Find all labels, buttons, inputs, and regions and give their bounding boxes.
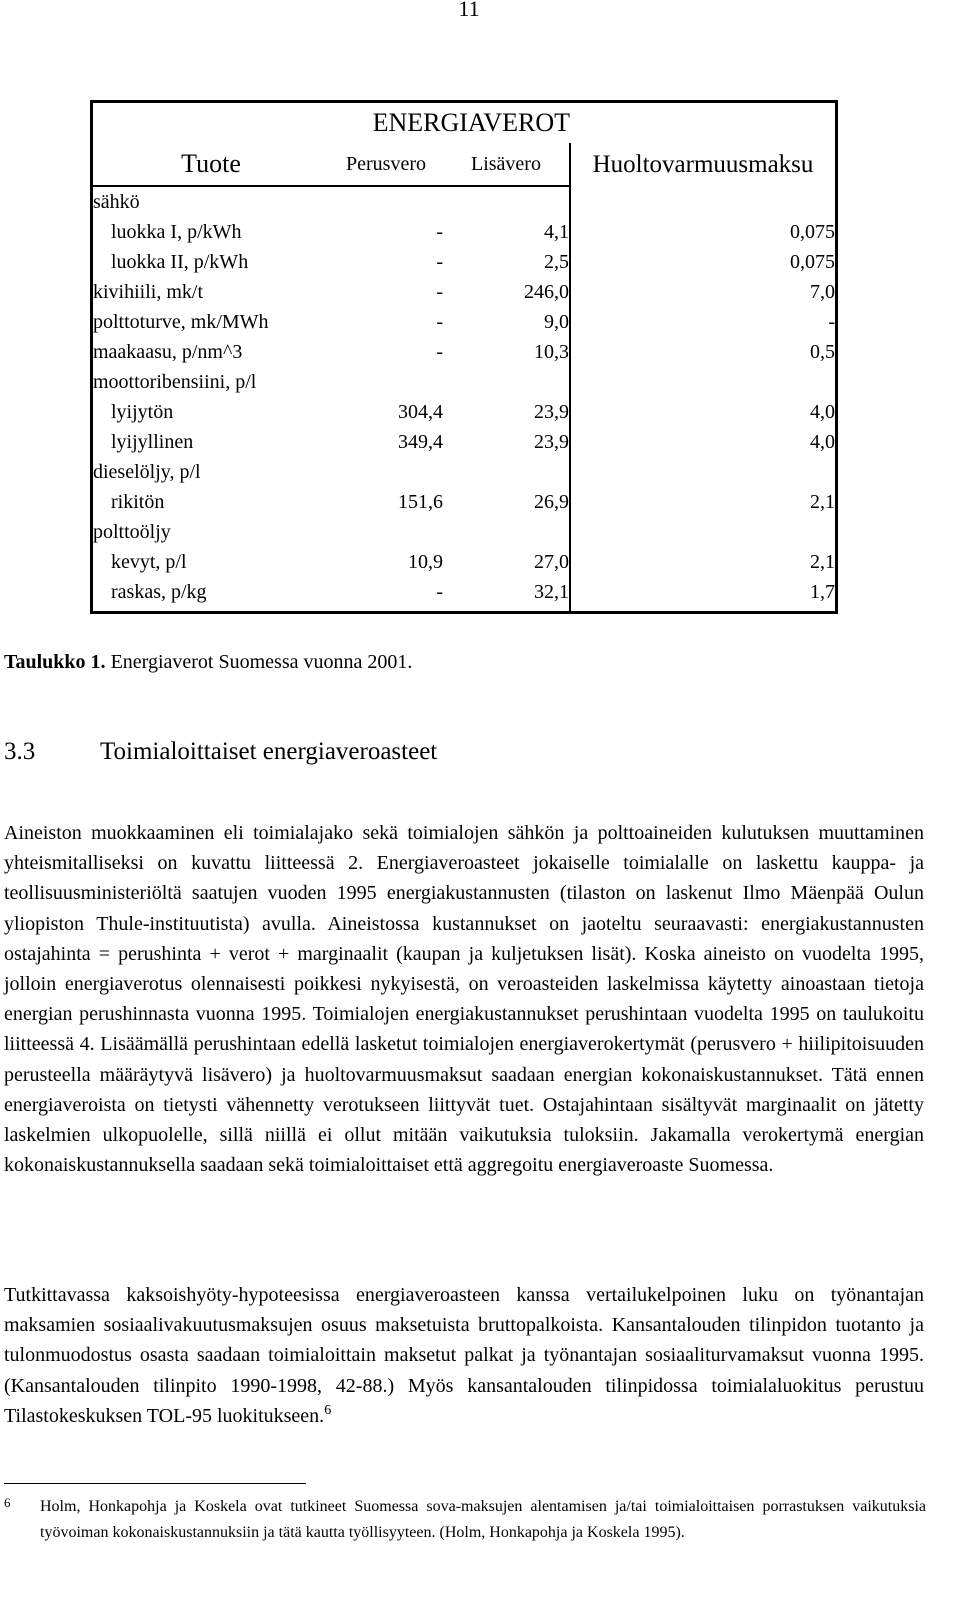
header-lisavero: Lisävero: [443, 143, 570, 186]
row-label: kivihiili, mk/t: [93, 281, 204, 303]
table-row: [92, 337, 837, 367]
cell-huoltovarmuusmaksu: 0,5: [570, 337, 837, 367]
cell-perusvero: -: [436, 221, 443, 243]
cell-huoltovarmuusmaksu: 1,7: [570, 577, 837, 613]
cell-perusvero: [329, 457, 443, 487]
cell-huoltovarmuusmaksu: 0,075: [570, 247, 837, 277]
cell-huoltovarmuusmaksu: 2,1: [570, 487, 837, 517]
paragraph-1: Aineiston muokkaaminen eli toimialajako sekä toimialojen sähkön ja polttoaineiden kulutuksen muuttaminen yhteismitalliseksi on kuvattu liitteessä 2. Energiaveroasteet jokaiselle toimialalle on laskettu kauppa- ja teollisuusministeriöltä saatujen vuoden 1995 energiakustannusten (tilaston on laskenut Ilmo Mäenpää Oulun yliopiston Thule-instituutista) avulla. Aineistossa kustannukset on jaoteltu seuraavasti: energiakustannusten ostajahinta = perushinta + verot + marginaalit (kaupan ja kuljetuksen lisät). Koska aineisto on vuodelta 1995, jolloin energiaverotus olennaisesti poikkesi nykyisestä, on veroasteiden laskelmissa käytetty ainoastaan tietoja energian perushinnasta vuonna 1995. Toimialojen energiakustannukset perushintaan vuodelta 1995 on taulukoitu liitteessä 4. Lisäämällä perushintaan edellä lasketut toimialojen energiaverokertymät (perusvero + hiilipitoisuuden perusteella määräytyvä lisävero) ja huoltovarmuusmaksut saadaan energian kokonaiskustannukset. Tätä ennen energiaveroista on tietysti vähennetty verotukseen liittyvät tuet. Ostajahintaan sisältyvät marginaalit on jätetty laskelmien ulkopuolelle, sillä niillä ei ollut mitään vaikutuksia tuloksiin. Jakamalla verokertymä energian kokonaiskustannuksella saadaan sekä toimialoittaiset että aggregoitu energiaveroaste Suomessa.: [4, 822, 924, 1177]
caption-text: Energiaverot Suomessa vuonna 2001.: [105, 651, 413, 673]
row-label: sähkö: [93, 191, 140, 213]
cell-huoltovarmuusmaksu: 4,0: [570, 397, 837, 427]
cell-lisavero: [443, 186, 570, 217]
table-row: [92, 397, 837, 427]
cell-perusvero: 151,6: [398, 491, 443, 513]
cell-lisavero: [443, 517, 570, 547]
paragraph-2: [4, 1280, 924, 1431]
cell-lisavero: 4,1: [544, 221, 569, 243]
table-row: [92, 457, 837, 487]
cell-lisavero: 23,9: [534, 431, 569, 453]
cell-huoltovarmuusmaksu: [570, 367, 837, 397]
footnote: [4, 1494, 926, 1546]
row-label: polttoturve, mk/MWh: [93, 311, 269, 333]
cell-perusvero: 10,9: [408, 551, 443, 573]
cell-lisavero: [443, 367, 570, 397]
table-row: [92, 186, 837, 217]
header-tuote: Tuote: [92, 143, 330, 186]
table-row: [92, 517, 837, 547]
footnote-text: Holm, Honkapohja ja Koskela ovat tutkineet Suomessa sova-maksujen alentamisen ja/tai toimialoittaisen porrastuksen vaikutuksia työvoiman kokonaiskustannuksiin ja tätä kautta työllisyyteen. (Holm, Honkapohja ja Koskela 1995).: [40, 1498, 926, 1541]
table-row: [92, 277, 837, 307]
cell-lisavero: 2,5: [544, 251, 569, 273]
section-title: Toimialoittaiset energiaveroasteet: [100, 738, 438, 765]
table-row: [92, 217, 837, 247]
cell-lisavero: 9,0: [544, 311, 569, 333]
cell-lisavero: 23,9: [534, 401, 569, 423]
table-title-spacer: [570, 102, 837, 144]
row-label: luokka I, p/kWh: [111, 221, 242, 243]
cell-huoltovarmuusmaksu: [570, 457, 837, 487]
cell-perusvero: -: [436, 341, 443, 363]
table-row: [92, 427, 837, 457]
row-label: lyijyllinen: [111, 431, 194, 453]
cell-huoltovarmuusmaksu: 0,075: [570, 217, 837, 247]
row-label: rikitön: [111, 491, 165, 513]
table-title: ENERGIAVEROT: [372, 108, 570, 137]
section-number: 3.3: [4, 738, 36, 765]
table-row: [92, 577, 837, 613]
footnote-reference: 6: [324, 1402, 332, 1418]
cell-perusvero: [329, 367, 443, 397]
cell-perusvero: -: [436, 251, 443, 273]
footnote-divider: [4, 1483, 306, 1484]
cell-lisavero: 32,1: [534, 581, 569, 603]
cell-huoltovarmuusmaksu: [570, 517, 837, 547]
cell-lisavero: 26,9: [534, 491, 569, 513]
table-row: [92, 307, 837, 337]
table-body: [92, 186, 837, 613]
row-label: lyijytön: [111, 401, 174, 423]
table-row: [92, 547, 837, 577]
cell-perusvero: -: [436, 281, 443, 303]
section-heading: [4, 738, 437, 766]
energy-tax-table: [90, 100, 838, 614]
cell-perusvero: [329, 517, 443, 547]
header-perusvero: Perusvero: [329, 143, 443, 186]
row-label: maakaasu, p/nm^3: [93, 341, 243, 363]
caption-label: Taulukko 1.: [4, 651, 106, 673]
cell-huoltovarmuusmaksu: 4,0: [570, 427, 837, 457]
cell-huoltovarmuusmaksu: 7,0: [570, 277, 837, 307]
row-label: polttoöljy: [93, 521, 171, 543]
cell-perusvero: -: [436, 311, 443, 333]
row-label: moottoribensiini, p/l: [93, 371, 257, 393]
header-huoltovarmuusmaksu: Huoltovarmuusmaksu: [570, 143, 837, 186]
page-number: 11: [458, 0, 480, 21]
table-row: [92, 247, 837, 277]
cell-perusvero: [329, 186, 443, 217]
cell-lisavero: 10,3: [534, 341, 569, 363]
cell-huoltovarmuusmaksu: -: [570, 307, 837, 337]
footnote-number: 6: [4, 1495, 11, 1510]
cell-huoltovarmuusmaksu: [570, 186, 837, 217]
cell-perusvero: 349,4: [398, 431, 443, 453]
row-label: kevyt, p/l: [111, 551, 187, 573]
table-row: [92, 367, 837, 397]
cell-perusvero: 304,4: [398, 401, 443, 423]
paragraph-2-text: Tutkittavassa kaksoishyöty-hypoteesissa energiaveroasteen kanssa vertailukelpoinen luku on työnantajan maksamien sosiaalivakuutusmaksujen osuus maksetuista bruttopalkoista. Kansantalouden tilinpidon tuotanto ja tulonmuodostus osasta saadaan toimialoittain maksetut palkat ja työnantajan sosiaaliturvamaksut vuonna 1995. (Kansantalouden tilinpito 1990-1998, 42-88.) Myös kansantalouden tilinpidossa toimialaluokitus perustuu Tilastokeskuksen TOL-95 luokitukseen.: [4, 1284, 924, 1427]
row-label: dieselöljy, p/l: [93, 461, 201, 483]
cell-perusvero: -: [436, 581, 443, 603]
table-row: [92, 487, 837, 517]
row-label: luokka II, p/kWh: [111, 251, 249, 273]
row-label: raskas, p/kg: [111, 581, 207, 603]
cell-lisavero: [443, 457, 570, 487]
cell-huoltovarmuusmaksu: 2,1: [570, 547, 837, 577]
cell-lisavero: 27,0: [534, 551, 569, 573]
table-caption: [4, 651, 412, 674]
cell-lisavero: 246,0: [524, 281, 569, 303]
